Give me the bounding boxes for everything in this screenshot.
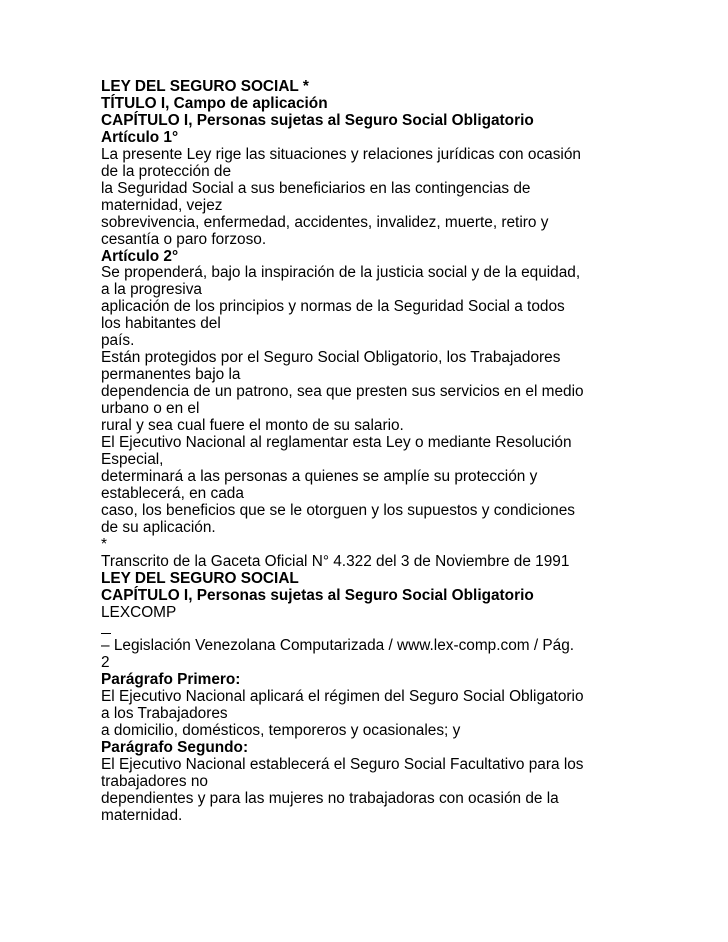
article-2-line: Están protegidos por el Seguro Social Obligatorio, los Trabajadores <box>101 349 561 367</box>
paragrafo-1-heading: Parágrafo Primero: <box>101 671 241 689</box>
capitulo-heading: CAPÍTULO I, Personas sujetas al Seguro Social Obligatorio <box>101 111 534 129</box>
article-2-line: de su aplicación. <box>101 518 216 536</box>
article-2-line: permanentes bajo la <box>101 366 241 384</box>
lexcomp-label: LEXCOMP <box>101 603 177 621</box>
article-2-line: los habitantes del <box>101 315 221 333</box>
article-1-line: de la protección de <box>101 162 232 180</box>
paragrafo-2-line: maternidad. <box>101 806 183 824</box>
footer-source-line: – Legislación Venezolana Computarizada / www.lex-comp.com / Pág. <box>101 637 575 655</box>
article-1-line: cesantía o paro forzoso. <box>101 230 267 248</box>
article-2-heading: Artículo 2° <box>101 247 179 265</box>
footer-rule <box>101 622 641 639</box>
document-page <box>101 79 641 825</box>
article-2-line: determinará a las personas a quienes se amplíe su protección y <box>101 467 538 485</box>
article-2-line: país. <box>101 332 135 350</box>
paragrafo-1-line: a domicilio, domésticos, temporeros y ocasionales; y <box>101 722 461 740</box>
paragrafo-2-heading: Parágrafo Segundo: <box>101 739 249 757</box>
paragrafo-1-line: El Ejecutivo Nacional aplicará el régimen del Seguro Social Obligatorio <box>101 688 584 706</box>
article-2-line: El Ejecutivo Nacional al reglamentar esta Ley o mediante Resolución <box>101 434 572 452</box>
paragrafo-2-line: dependientes y para las mujeres no trabajadoras con ocasión de la <box>101 790 559 808</box>
paragrafo-2-line: El Ejecutivo Nacional establecerá el Seguro Social Facultativo para los <box>101 756 584 774</box>
document-title: LEY DEL SEGURO SOCIAL * <box>101 78 309 95</box>
footnote-mark: * <box>101 535 107 553</box>
article-1-line: La presente Ley rige las situaciones y relaciones jurídicas con ocasión <box>101 145 581 163</box>
article-1-line: la Seguridad Social a sus beneficiarios en las contingencias de <box>101 179 531 197</box>
article-1-line: maternidad, vejez <box>101 196 223 214</box>
titulo-heading: TÍTULO I, Campo de aplicación <box>101 94 328 112</box>
running-header-chapter: CAPÍTULO I, Personas sujetas al Seguro Social Obligatorio <box>101 586 534 604</box>
article-1-heading: Artículo 1° <box>101 128 179 146</box>
page-number: 2 <box>101 654 110 672</box>
article-2-line: dependencia de un patrono, sea que presten sus servicios en el medio <box>101 383 584 401</box>
article-2-line: establecerá, en cada <box>101 484 244 502</box>
article-1-line: sobrevivencia, enfermedad, accidentes, invalidez, muerte, retiro y <box>101 213 549 231</box>
article-2-line: a la progresiva <box>101 281 202 299</box>
paragrafo-2-line: trabajadores no <box>101 773 208 791</box>
article-2-line: Especial, <box>101 450 164 468</box>
running-header-law: LEY DEL SEGURO SOCIAL <box>101 569 299 587</box>
article-2-line: caso, los beneficios que se le otorguen y los supuestos y condiciones <box>101 501 575 519</box>
underline-mark <box>101 625 111 634</box>
article-2-line: rural y sea cual fuere el monto de su salario. <box>101 417 404 435</box>
footnote-text: Transcrito de la Gaceta Oficial N° 4.322 del 3 de Noviembre de 1991 <box>101 552 570 570</box>
article-2-line: urbano o en el <box>101 400 200 418</box>
paragrafo-1-line: a los Trabajadores <box>101 705 228 723</box>
article-2-line: Se propenderá, bajo la inspiración de la justicia social y de la equidad, <box>101 264 581 282</box>
article-2-line: aplicación de los principios y normas de la Seguridad Social a todos <box>101 298 565 316</box>
